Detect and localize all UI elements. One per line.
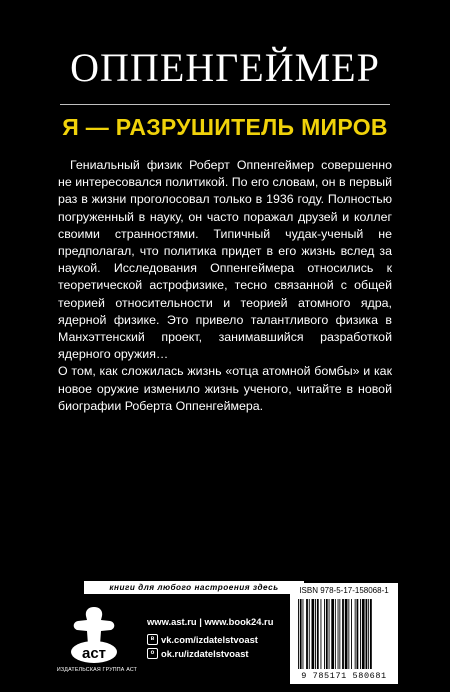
social-links xyxy=(147,633,258,661)
book-subtitle: Я — РАЗРУШИТЕЛЬ МИРОВ xyxy=(62,114,388,140)
tagline-bar: книги для любого настроения здесь xyxy=(84,581,304,594)
social-link-text: ok.ru/izdatelstvoast xyxy=(161,648,249,659)
barcode-icon xyxy=(298,599,390,669)
logo-text: аст xyxy=(81,645,107,662)
social-link-ok[interactable] xyxy=(147,647,258,660)
isbn-label: ISBN 978-5-17-158068-1 xyxy=(299,586,389,595)
social-link-text: vk.com/izdatelstvoast xyxy=(161,634,258,645)
publisher-websites[interactable]: www.ast.ru | www.book24.ru xyxy=(147,616,274,627)
barcode-panel xyxy=(290,583,398,684)
ast-logo-icon xyxy=(54,603,134,667)
title-divider xyxy=(60,104,390,105)
publisher-caption: ИЗДАТЕЛЬСКАЯ ГРУППА АСТ xyxy=(56,667,138,673)
barcode-digits: 9 785171 580681 xyxy=(301,671,387,681)
annotation-paragraph: Гениальный физик Роберт Оппенгеймер совершенно не интересовался политикой. По его словам, он в первый раз в жизни проголосовал только в 1936 году. Полностью погруженный в науку, он часто поражал друзей и коллег своими странностями. Типичный чудак-ученый не предполагал, что политика придет в его жизнь вслед за наукой. Исследования Оппенгеймера относились к теоретической астрофизике, тесно связанной с общей теорией относительности и теорией атомного ядра, ядерной физике. Это привело талантливого физика в Манхэттенский проект, занимавшийся разработкой ядерного оружия… xyxy=(58,158,392,362)
ok-icon: о xyxy=(147,648,158,659)
vk-icon: в xyxy=(147,634,158,645)
annotation-text xyxy=(58,157,392,415)
social-link-vk[interactable] xyxy=(147,633,258,646)
annotation-paragraph: О том, как сложилась жизнь «отца атомной бомбы» и как новое оружие изменило жизнь ученого, читайте в новой биографии Роберта Оппенгеймера. xyxy=(58,364,392,413)
book-title: ОППЕНГЕЙМЕР xyxy=(70,45,380,90)
